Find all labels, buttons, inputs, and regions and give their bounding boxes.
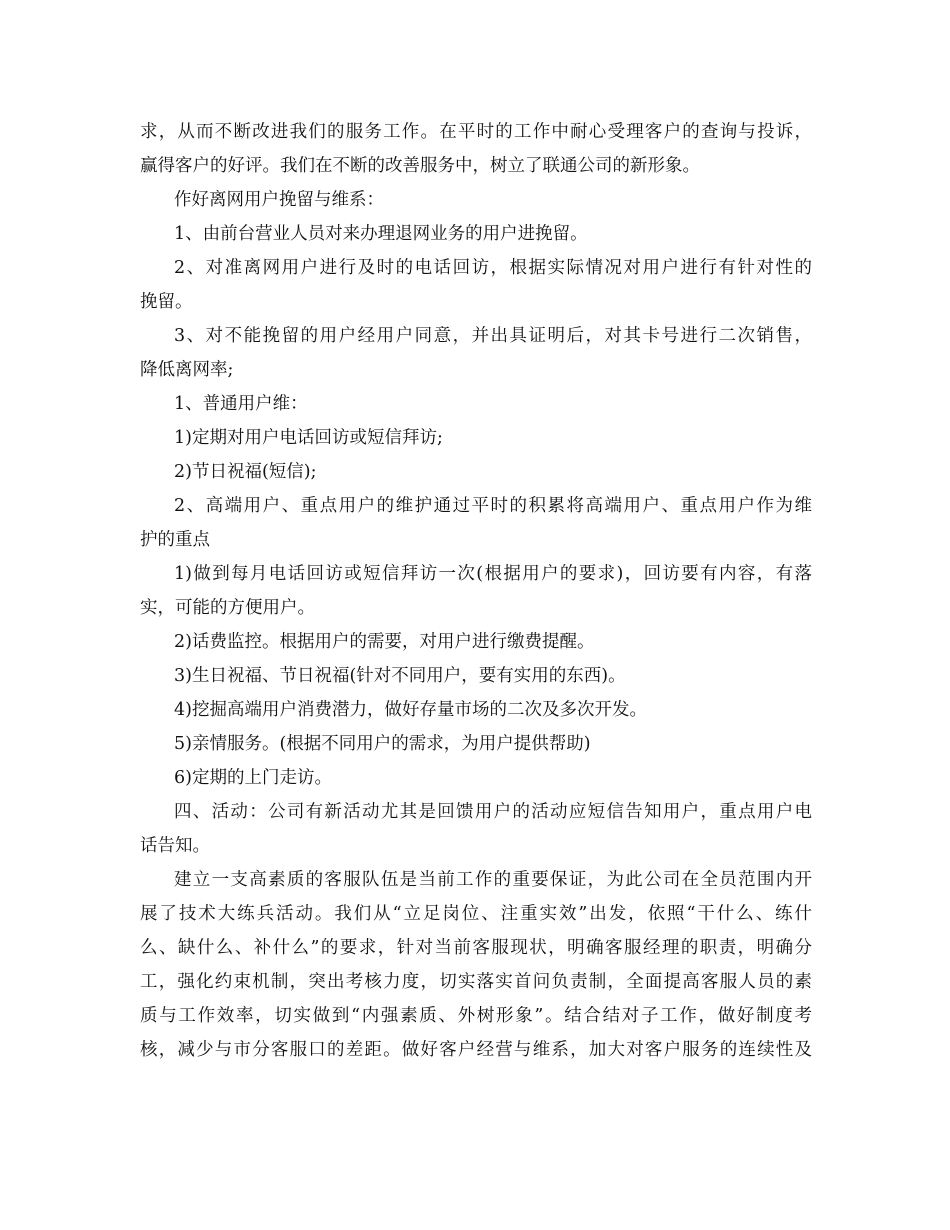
list-item: 2)节日祝福(短信); <box>174 462 317 482</box>
paragraph-line: 工，强化约束机制，突出考核力度，切实落实首问负责制，全面提高客服人员的素 <box>140 972 812 992</box>
list-item: 5)亲情服务。(根据不同用户的需求，为用户提供帮助) <box>174 734 591 754</box>
list-item: 1、由前台营业人员对来办理退网业务的用户进挽留。 <box>174 224 588 244</box>
paragraph-line: 作好离网用户挽留与维系： <box>174 190 384 210</box>
paragraph-line: 降低离网率; <box>140 360 234 380</box>
paragraph-line: 建立一支高素质的客服队伍是当前工作的重要保证，为此公司在全员范围内开 <box>174 870 812 890</box>
list-item: 1、普通用户维： <box>174 394 308 414</box>
paragraph-line: 么、缺什么、补什么”的要求，针对当前客服现状，明确客服经理的职责，明确分 <box>140 938 812 958</box>
paragraph-line: 四、活动：公司有新活动尤其是回馈用户的活动应短信告知用户，重点用户电 <box>174 802 812 822</box>
list-item: 3、对不能挽留的用户经用户同意，并出具证明后，对其卡号进行二次销售， <box>174 326 812 346</box>
paragraph-line: 话告知。 <box>140 836 210 856</box>
paragraph-line: 赢得客户的好评。我们在不断的改善服务中，树立了联通公司的新形象。 <box>140 156 700 176</box>
paragraph-line: 展了技术大练兵活动。我们从“立足岗位、注重实效”出发，依照“干什么、练什 <box>140 904 812 924</box>
paragraph-line: 挽留。 <box>140 292 193 312</box>
list-item: 4)挖掘高端用户消费潜力，做好存量市场的二次及多次开发。 <box>174 700 647 720</box>
paragraph-line: 核，减少与市分客服口的差距。做好客户经营与维系，加大对客户服务的连续性及 <box>140 1040 812 1060</box>
list-item: 6)定期的上门走访。 <box>174 768 332 788</box>
paragraph-line: 质与工作效率，切实做到“内强素质、外树形象”。结合结对子工作，做好制度考 <box>140 1006 812 1026</box>
paragraph-line: 实，可能的方便用户。 <box>140 598 315 618</box>
list-item: 1)定期对用户电话回访或短信拜访; <box>174 428 443 448</box>
list-item: 1)做到每月电话回访或短信拜访一次(根据用户的要求)，回访要有内容，有落 <box>174 564 812 584</box>
list-item: 2、高端用户、重点用户的维护通过平时的积累将高端用户、重点用户作为维 <box>174 496 812 516</box>
paragraph-line: 求，从而不断改进我们的服务工作。在平时的工作中耐心受理客户的查询与投诉， <box>140 122 812 142</box>
paragraph-line: 护的重点 <box>140 530 210 550</box>
list-item: 2、对准离网用户进行及时的电话回访，根据实际情况对用户进行有针对性的 <box>174 258 812 278</box>
list-item: 3)生日祝福、节日祝福(针对不同用户，要有实用的东西)。 <box>174 666 626 686</box>
list-item: 2)话费监控。根据用户的需要，对用户进行缴费提醒。 <box>174 632 595 652</box>
